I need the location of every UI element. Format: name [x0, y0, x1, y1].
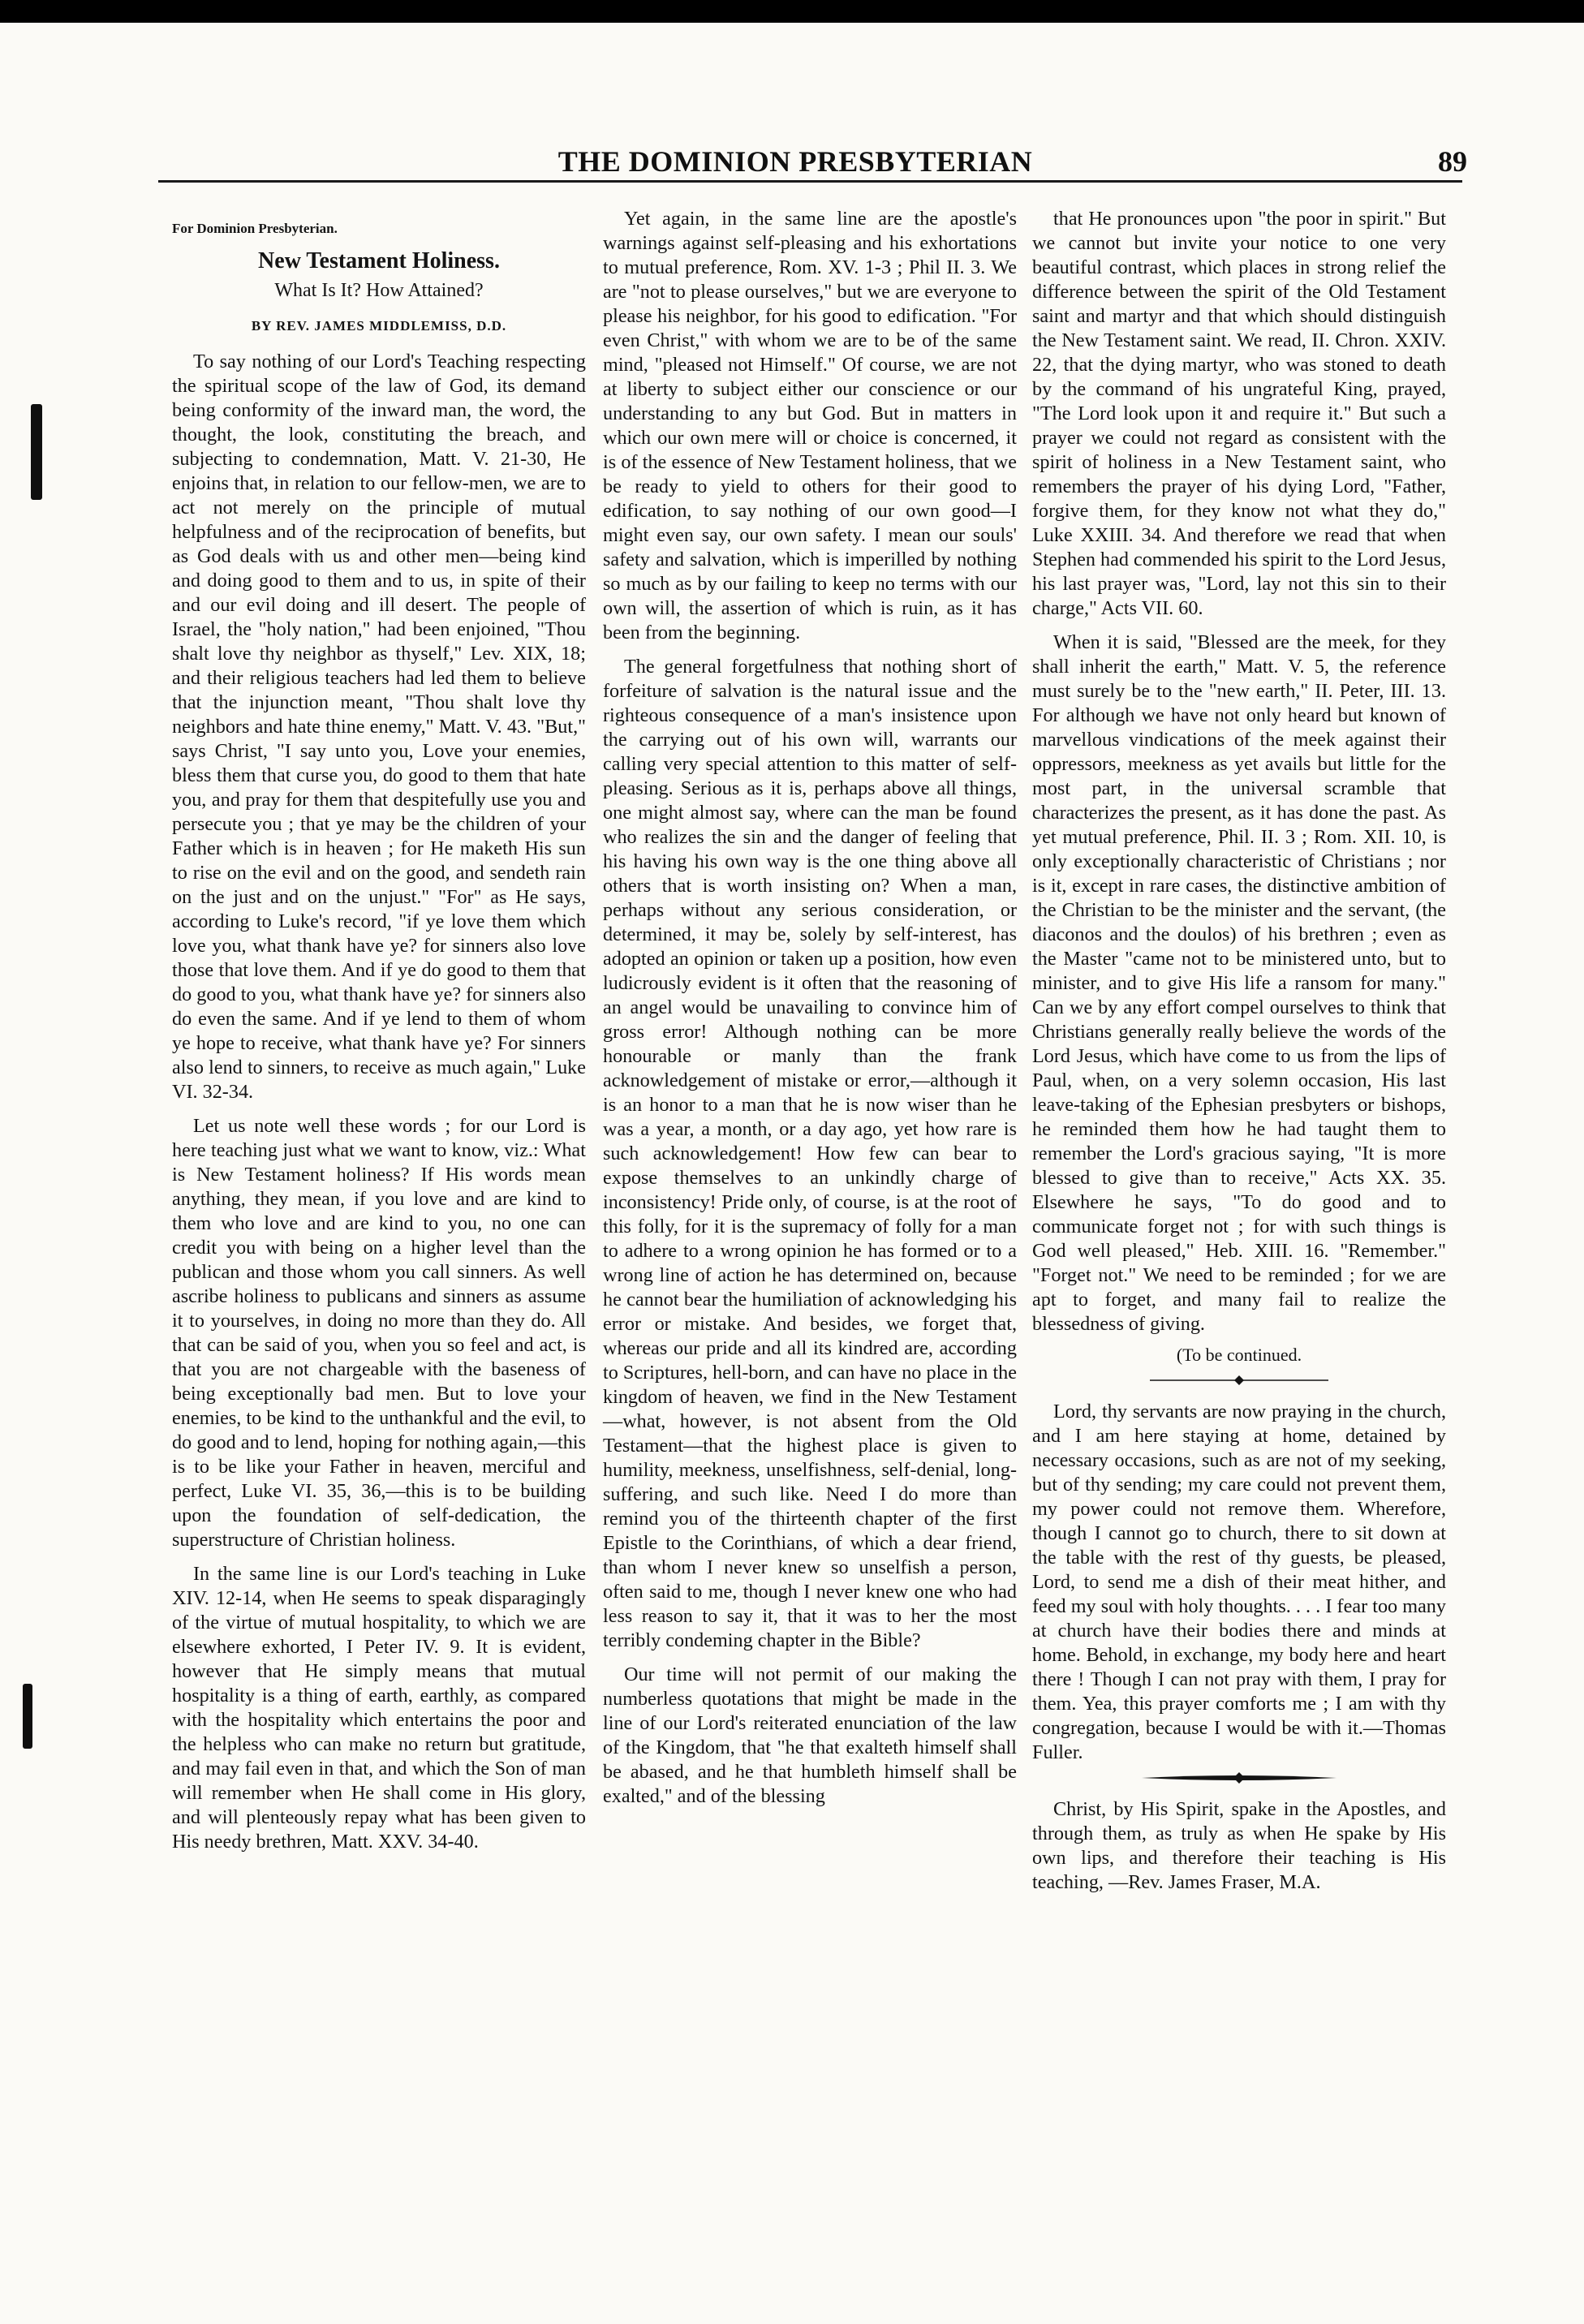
scan-top-border [0, 0, 1584, 23]
column-1 [172, 207, 586, 2207]
running-title: THE DOMINION PRESBYTERIAN [557, 145, 1033, 178]
fuller-quote: Lord, thy servants are now praying in the church, and I am here staying at home, detained by necessary occasions, such as are not of my seeking, but of thy sending; my care could not prevent them, my power could not remove them. Wherefore, though I cannot go to church, there to sit down at the table with the rest of thy guests, be pleased, Lord, to send me a dish of their meat hither, and feed my soul with holy thoughts. . . . I fear too many at church have their bodies there and minds at home. Behold, in exchange, my body here and heart there ! Though I can not pray with them, I pray for them. Yea, this prayer comforts me ; I am with thy congregation, because I would be with it.—Thomas Fuller. [1032, 1401, 1446, 1763]
column-3 [1032, 207, 1446, 2187]
article-subtitle: What Is It? How Attained? [274, 280, 484, 301]
header-rule [158, 180, 1462, 183]
ornament-divider [1117, 1374, 1361, 1387]
paragraph: Our time will not permit of our making the numberless quotations that might be made in the line of our Lord's reiterated enunciation of the law of the Kingdom, that "he that exalteth himself shall be abased, and he that humbleth himself shall be exalted," and of the blessing [603, 1663, 1017, 1807]
paragraph: Let us note well these words ; for our Lord is here teaching just what we want to know, viz.: What is New Testament holiness? If His words mean anything, they mean, if you love and are kind to them who love and are kind to you, no one can credit you with being on a higher level than the publican and those whom you call sinners. As well ascribe holiness to publicans and sinners as assume it to yourselves, in doing no more than they do. All that can be said of you, when you so feel and act, is that you are not chargeable with the baseness of being exceptionally bad men. But to love your enemies, to be kind to the unthankful and the evil, to do good and to lend, hoping for nothing again,—this is to be like your Father in heaven, merciful and perfect, Luke VI. 35, 36,—this is to be building upon the foundation of self-dedication, the superstructure of Christian holiness. [172, 1115, 586, 1551]
binding-mark-lower [23, 1684, 32, 1749]
article-kicker: For Dominion Presbyterian. [172, 221, 338, 236]
paragraph: that He pronounces upon "the poor in spirit." But we cannot but invite your notice to one very beautiful contrast, which places in strong relief the difference between the spirit of the Old Testament saint and martyr and that which should distinguish the New Testament saint. We read, II. Chron. XXIV. 22, that the dying martyr, who was stoned to death by the command of his ungrateful King, prayed, "The Lord look upon it and require it." But such a prayer we could not regard as consistent with the spirit of holiness in a New Testament saint, who remembers the prayer of his dying Lord, "Father, forgive them, for they know not what they do," Luke XXIII. 34. And therefore we read that when Stephen had commended his spirit to the Lord Jesus, his last prayer was, "Lord, lay not this sin to their charge," Acts VII. 60. [1032, 208, 1446, 619]
article-byline: BY REV. JAMES MIDDLEMISS, D.D. [251, 318, 507, 334]
article-title: New Testament Holiness. [258, 248, 500, 273]
binding-mark-upper [31, 404, 42, 500]
page-number: 89 [1438, 145, 1467, 178]
paragraph: The general forgetfulness that nothing short of forfeiture of salvation is the natural issue and the righteous consequence of a man's insistence upon the carrying out of his own will, warrants our calling very special attention to this matter of self-pleasing. Serious as it is, perhaps above all things, one might almost say, where can the man be found who realizes the sin and the danger of feeling that his having his own way is the one thing above all others that is worth insisting on? When a man, perhaps without any serious consideration, or determined, it may be, solely by self-interest, has adopted an opinion or taken up a position, how even ludicrously evident is it often that the reasoning of an angel would be unavailing to convince him of gross error! Although nothing can be more honourable or manly than the frank acknowledgement of mistake or error,—although it is an honor to a man that he is now wiser than he was a year, a month, or a day ago, yet how rare is such acknowledgement! How few can bear to expose themselves to an unkindly charge of inconsistency! Pride only, of course, is at the root of this folly, for it is the supremacy of folly for a man to adhere to a wrong opinion he has formed or to a wrong line of action he has determined on, because he cannot bear the humiliation of acknowledging his error or mistake. And besides, we forget that, whereas our pride and all its kindred are, according to Scriptures, hell-born, and can have no place in the kingdom of heaven, we find in the New Testament—what, however, is not absent from the Old Testament—that the highest place is given to humility, meekness, unselfishness, self-denial, long-suffering, and such like. Need I do more than remind you of the thirteenth chapter of the first Epistle to the Corinthians, of which a dear friend, than whom I never knew so unselfish a person, often said to me, though I never knew one who had less reason to say it, that it was to her the most terribly condeming chapter in the Bible? [603, 656, 1017, 1651]
paragraph: Yet again, in the same line are the apostle's warnings against self-pleasing and his exhortations to mutual preference, Rom. XV. 1-3 ; Phil II. 3. We are "not to please ourselves," but we are everyone to please his neighbor, for his good to edification. "For even Christ," with whom we are to be of the same mind, "pleased not Himself." Of course, we are not at liberty to subject either our conscience or our understanding to any but God. But in matters in which our own mere will or choice is concerned, it is of the essence of New Testament holiness, that we be ready to yield to others for their good to edification, to say nothing of our own good—I might even say, our own safety. I mean our souls' safety and salvation, which is imperilled by nothing so much as by our failing to keep no terms with our own will, the assertion of which is ruin, as it has been from the beginning. [603, 208, 1017, 643]
paragraph: To say nothing of our Lord's Teaching respecting the spiritual scope of the law of God, its demand being conformity of the inward man, the word, the thought, the look, constituting the breach, and subjecting to condemnation, Matt. V. 21-30, He enjoins that, in relation to our fellow-men, we are to act not merely on the principle of mutual helpfulness and of the reciprocation of benefits, but as God deals with us and other men—being kind and doing good to them and to us, in spite of their and our evil doing and ill desert. The people of Israel, the "holy nation," had been enjoined, "Thou shalt love thy neighbor as thyself," Lev. XIX, 18; and their religious teachers had led them to believe that the injunction meant, "Thou shalt love thy neighbors and hate thine enemy," Matt. V. 43. "But," says Christ, "I say unto you, Love your enemies, bless them that curse you, do good to them that hate you, and pray for them that despitefully use you and persecute you ; that ye may be the children of your Father which is in heaven ; for He maketh His sun to rise on the evil and on the good, and sendeth rain on the just and on the unjust." "For" as He says, according to Luke's record, "if ye love them which love you, what thank have ye? for sinners also love those that love them. And if ye do good to them that do good to you, what thank have ye? for sinners also do even the same. And if ye lend to them of whom ye hope to receive, what thank have ye? For sinners also lend to sinners, to receive as much again," Luke VI. 32-34. [172, 351, 586, 1103]
paragraph: When it is said, "Blessed are the meek, for they shall inherit the earth," Matt. V. 5, the reference must surely be to the "new earth," II. Peter, III. 13. For although we have not only heard but known of marvellous vindications of the meek against their oppressors, meekness as yet avails but little for the most part, in the universal scramble that characterizes the present, as it has done the past. As yet mutual preference, Phil. II. 3 ; Rom. XII. 10, is only exceptionally characteristic of Christians ; nor is it, except in rare cases, the distinctive ambition of the Christian to be the minister and the servant, (the diaconos and the doulos) of his brethren ; even as the Master "came not to be ministered unto, but to minister, and to give His life a ransom for many." Can we by any effort compel ourselves to think that Christians generally really believe the words of the Lord Jesus, which have come to us from the lips of Paul, when, on a very solemn occasion, His last leave-taking of the Ephesian presbyters or bishops, he reminded them how he had taught them to remember the Lord's gracious saying, "It is more blessed to give than to receive," Acts XX. 35. Elsewhere he says, "To do good and to communicate forget not ; for with such things is God well pleased," Heb. XIII. 16. "Remember." "Forget not." We need to be reminded ; for we are apt to forget, and many fail to realize the blessedness of giving. [1032, 631, 1446, 1335]
paragraph: In the same line is our Lord's teaching in Luke XIV. 12-14, when He seems to speak disparagingly of the virtue of mutual hospitality, to which we are elsewhere exhorted, I Peter IV. 9. It is evident, however that He simply means that mutual hospitality is a thing of earth, earthly, as compared with the hospitality which entertains the poor and the helpless who can make no return but gratitude, and may fail even in that, and which the Son of man will remember when He shall come in His glory, and will plenteously repay what has been given to His needy brethren, Matt. XXV. 34-40. [172, 1563, 586, 1853]
fraser-quote: Christ, by His Spirit, spake in the Apostles, and through them, as truly as when He spake by His own lips, and therefore their teaching is His teaching, —Rev. James Fraser, M.A. [1032, 1798, 1446, 1893]
column-2 [603, 207, 1017, 2187]
continued-note: (To be continued. [1176, 1345, 1302, 1365]
ornament-divider [1117, 1771, 1361, 1784]
